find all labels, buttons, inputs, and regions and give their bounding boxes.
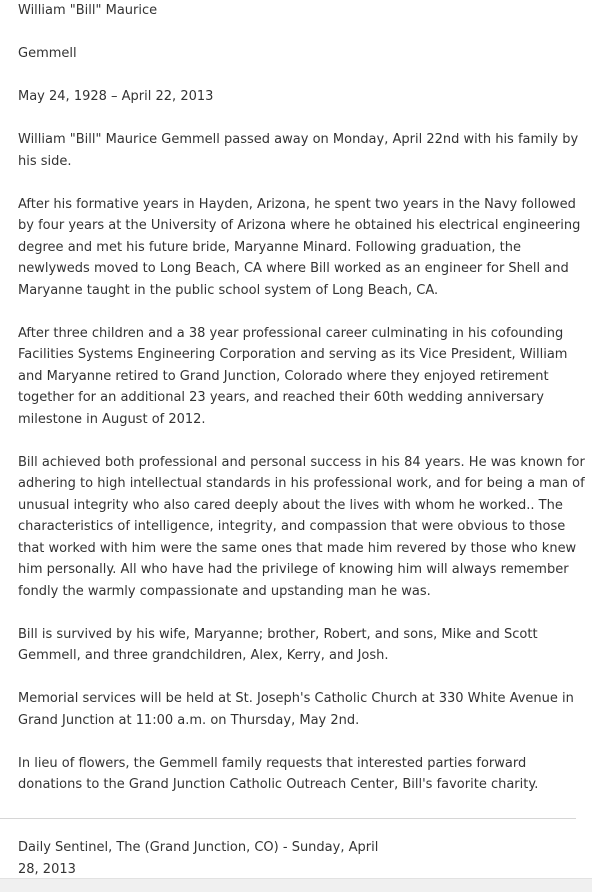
text-line: degree and met his future bride, Maryanne Minard. Following graduation, the [18,239,521,255]
obituary-dates: May 24, 1928 – April 22, 2013 [18,89,214,104]
paragraph-early-life [18,194,581,302]
paragraph-passing [18,129,578,172]
source-citation [18,837,378,880]
text-line: together for an additional 23 years, and reached their 60th wedding anniversary [18,390,544,405]
text-line: and Maryanne retired to Grand Junction, Colorado where they enjoyed retirement [18,368,549,384]
text-line: newlyweds moved to Long Beach, CA where Bill worked as an engineer for Shell and [18,261,569,276]
text-line: In lieu of flowers, the Gemmell family requests that interested parties forward [18,755,527,771]
paragraph-services [18,688,578,731]
text-line: unusual integrity who also cared deeply about the lives with whom he worked.. The [18,497,563,513]
text-line: donations to the Grand Junction Catholic Outreach Center, Bill's favorite charity. [18,777,539,792]
text-line: Maryanne taught in the public school system of Long Beach, CA. [18,282,439,298]
paragraph-survivors [18,624,578,667]
text-line: After three children and a 38 year professional career culminating in his cofounding [18,325,564,341]
citation-line: Daily Sentinel, The (Grand Junction, CO) - Sunday, April [18,840,379,855]
text-line: Gemmell, and three grandchildren, Alex, Kerry, and Josh. [18,648,389,663]
obituary-surname-line: Gemmell [18,46,77,61]
text-line: him personally. All who have had the privilege of knowing him will always remember [18,562,569,577]
paragraph-donations [18,753,578,796]
citation-line: 28, 2013 [18,861,76,877]
horizontal-scrollbar[interactable] [0,878,592,892]
text-line: adhering to high intellectual standards in his professional work, and for being a man of [18,476,585,491]
text-line: Grand Junction at 11:00 a.m. on Thursday, May 2nd. [18,712,360,728]
text-line: After his formative years in Hayden, Arizona, he spent two years in the Navy followed [18,196,576,212]
paragraph-career [18,323,578,431]
paragraph-character [18,452,585,603]
text-line: Bill achieved both professional and personal success in his 84 years. He was known for [18,454,585,470]
text-line: milestone in August of 2012. [18,411,206,427]
text-line: Bill is survived by his wife, Maryanne; brother, Robert, and sons, Mike and Scott [18,626,538,642]
obituary-name-line: William "Bill" Maurice [18,3,158,18]
footer-divider [0,818,576,819]
text-line: Memorial services will be held at St. Joseph's Catholic Church at 330 White Avenue in [18,691,574,706]
text-line: by four years at the University of Arizona where he obtained his electrical engineering [18,218,581,233]
obituary-body [18,0,585,817]
text-line: fondly the warmly compassionate and upstanding man he was. [18,583,431,599]
text-line: that worked with him were the same ones that made him revered by those who knew [18,540,577,556]
text-line: Facilities Systems Engineering Corporation and serving as its Vice President, William [18,347,568,362]
text-line: William "Bill" Maurice Gemmell passed away on Monday, April 22nd with his family by [18,132,579,147]
text-line: characteristics of intelligence, integrity, and compassion that were obvious to those [18,519,566,534]
text-line: his side. [18,153,72,169]
